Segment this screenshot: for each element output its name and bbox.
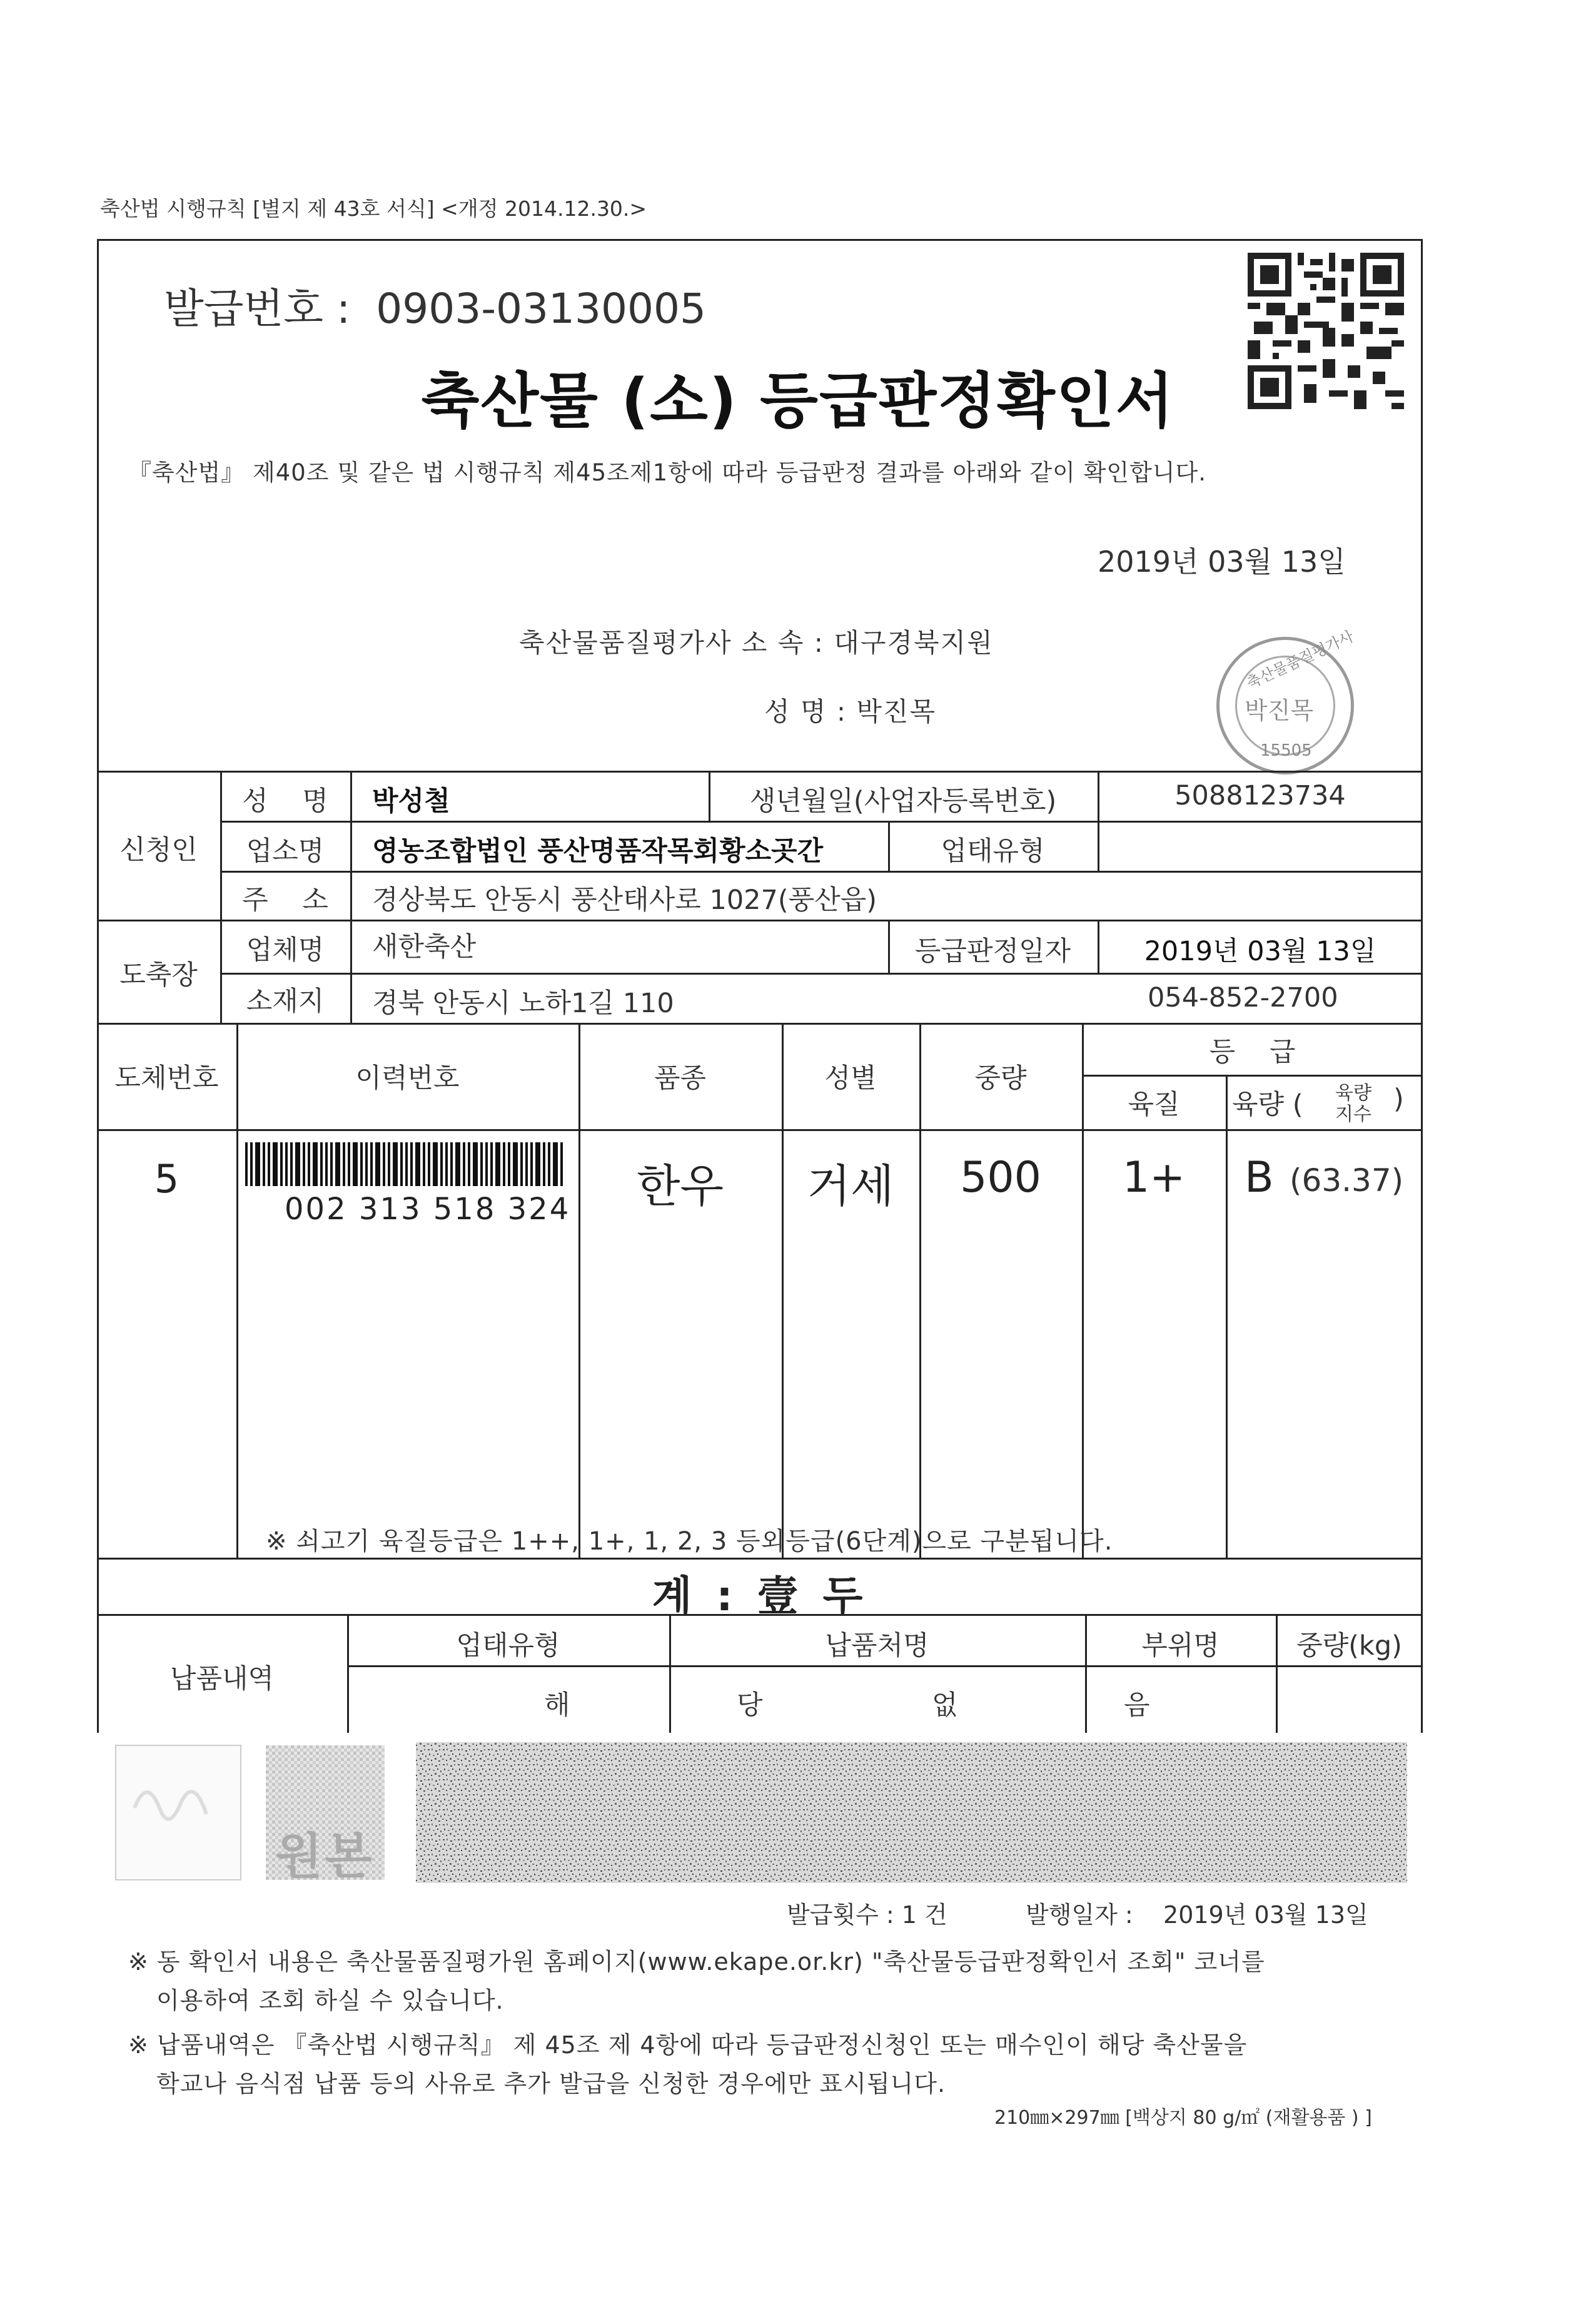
document-title: 축산물 (소) 등급판정확인서	[421, 366, 1175, 436]
footer-note-2-line-2: 학교나 음식점 납품 등의 사유로 추가 발급을 신청한 경우에만 표시됩니다.	[156, 2070, 946, 2098]
delivery-none-char: 음	[1124, 1690, 1150, 1721]
applicant-name: 박성철	[372, 786, 450, 817]
form-reference: 축산법 시행규칙 [별지 제 43호 서식] <개정 2014.12.30.>	[100, 196, 647, 221]
divider	[578, 1023, 580, 1558]
paper-specification: 210㎜×297㎜ [백상지 80 g/㎡ (재활용품 ) ]	[994, 2107, 1372, 2129]
trace-number: 002 313 518 324	[285, 1192, 571, 1227]
quality-grade-value: 1+	[1122, 1153, 1186, 1202]
divider	[1082, 1075, 1423, 1077]
confirmation-date: 2019년 03월 13일	[1098, 545, 1346, 579]
evaluator-name: 성 명 : 박진목	[764, 696, 937, 727]
issue-number-line	[164, 275, 706, 335]
legal-basis-text: 『축산법』 제40조 및 같은 법 시행규칙 제45조제1항에 따라 등급판정 결과를 아래와 같이 확인합니다.	[128, 459, 1207, 486]
divider	[1226, 1075, 1228, 1558]
divider	[97, 1129, 1423, 1131]
delivery-business-type-header: 업태유형	[456, 1630, 560, 1662]
company-name: 새한축산	[372, 931, 477, 963]
yield-index-value: (63.37)	[1290, 1162, 1404, 1199]
evaluator-affiliation: 축산물품질평가사 소 속 : 대구경북지원	[519, 627, 994, 658]
slaughterhouse-section-label: 도축장	[119, 960, 198, 991]
footer-note-1-line-2: 이용하여 조회 하실 수 있습니다.	[156, 1987, 504, 2014]
grading-date: 2019년 03월 13일	[1144, 936, 1376, 967]
company-label: 업체명	[246, 935, 325, 966]
divider-top	[97, 771, 1423, 773]
carcass-number: 5	[154, 1156, 179, 1202]
original-stamp-text: 원본	[275, 1829, 375, 1885]
divider	[350, 771, 352, 1023]
business-type-label: 업태유형	[941, 836, 1045, 867]
sex-header: 성별	[824, 1063, 877, 1094]
footer-note-2-line-1: ※ 납품내역은 『축산법 시행규칙』 제 45조 제 4항에 따라 등급판정신청인 또는 매수인이 해당 축산물을	[128, 2031, 1248, 2059]
grade-header: 등 급	[1209, 1037, 1296, 1068]
delivery-weight-header: 중량(kg)	[1296, 1630, 1402, 1662]
divider	[347, 1665, 1423, 1667]
delivery-part-header: 부위명	[1141, 1630, 1220, 1662]
delivery-none-char: 당	[737, 1690, 763, 1721]
location: 경북 안동시 노하1길 110	[372, 988, 674, 1019]
issue-number-label: 발급번호 :	[164, 285, 351, 333]
yield-index-top: 육량	[1335, 1082, 1371, 1104]
quality-grade-header: 육질	[1128, 1089, 1180, 1120]
divider	[97, 1558, 1423, 1560]
weight-value: 500	[960, 1153, 1041, 1202]
sex-value: 거세	[807, 1160, 894, 1212]
divider	[220, 871, 1423, 873]
delivery-section-label: 납품내역	[169, 1663, 275, 1695]
issue-count: 발급횟수 : 1 건	[787, 1901, 947, 1929]
total-count: 계 : 壹 두	[652, 1572, 868, 1620]
location-label: 소재지	[246, 986, 325, 1017]
issue-date: 발행일자 : 2019년 03월 13일	[1026, 1901, 1368, 1929]
phone-number: 054-852-2700	[1148, 982, 1338, 1013]
divider	[97, 1023, 1423, 1025]
barcode-icon	[245, 1142, 565, 1186]
weight-header: 중량	[974, 1063, 1027, 1094]
issue-number: 0903-03130005	[376, 285, 706, 333]
applicant-section-label: 신청인	[119, 835, 198, 866]
carcass-number-header: 도체번호	[114, 1063, 219, 1094]
seal-name-text: 박진목	[1245, 697, 1314, 724]
yield-grade-value: B	[1245, 1153, 1274, 1202]
breed-value: 한우	[636, 1160, 724, 1212]
yield-grade-close: )	[1393, 1083, 1404, 1115]
divider	[97, 920, 1423, 921]
divider	[220, 973, 1423, 975]
seal-number-text: 15505	[1260, 741, 1312, 760]
divider	[919, 1023, 921, 1558]
delivery-none-char: 없	[932, 1690, 958, 1721]
seal-org-text: 축산물품질평가사	[1243, 627, 1356, 693]
trace-number-header: 이력번호	[355, 1063, 460, 1094]
address-label: 주 소	[242, 885, 328, 916]
quality-grade-note: ※ 쇠고기 육질등급은 1++, 1+, 1, 2, 3 등외등급(6단계)으로 구분됩니다.	[266, 1527, 1113, 1556]
business-name-label: 업소명	[246, 836, 325, 867]
yield-index-bottom: 지수	[1335, 1104, 1371, 1125]
divider	[1098, 821, 1099, 871]
birth-date-value: 5088123734	[1174, 780, 1346, 811]
address: 경상북도 안동시 풍산태사로 1027(풍산읍)	[372, 885, 877, 916]
footer-note-1-line-1: ※ 동 확인서 내용은 축산물품질평가원 홈페이지(www.ekape.or.kr) "축산물등급판정확인서 조회" 코너를	[128, 1948, 1265, 1976]
divider	[220, 821, 1423, 823]
birth-date-label: 생년월일(사업자등록번호)	[749, 786, 1057, 817]
yield-grade-header: 육량 (	[1232, 1089, 1303, 1120]
delivery-none-char: 해	[544, 1690, 570, 1721]
grading-date-label: 등급판정일자	[914, 936, 1071, 967]
breed-header: 품종	[654, 1063, 707, 1094]
divider	[782, 1023, 784, 1558]
applicant-name-label: 성 명	[242, 786, 328, 817]
divider	[236, 1023, 238, 1558]
delivery-destination-header: 납품처명	[825, 1630, 929, 1662]
business-name: 영농조합법인 풍산명품작목회황소곳간	[372, 836, 824, 867]
